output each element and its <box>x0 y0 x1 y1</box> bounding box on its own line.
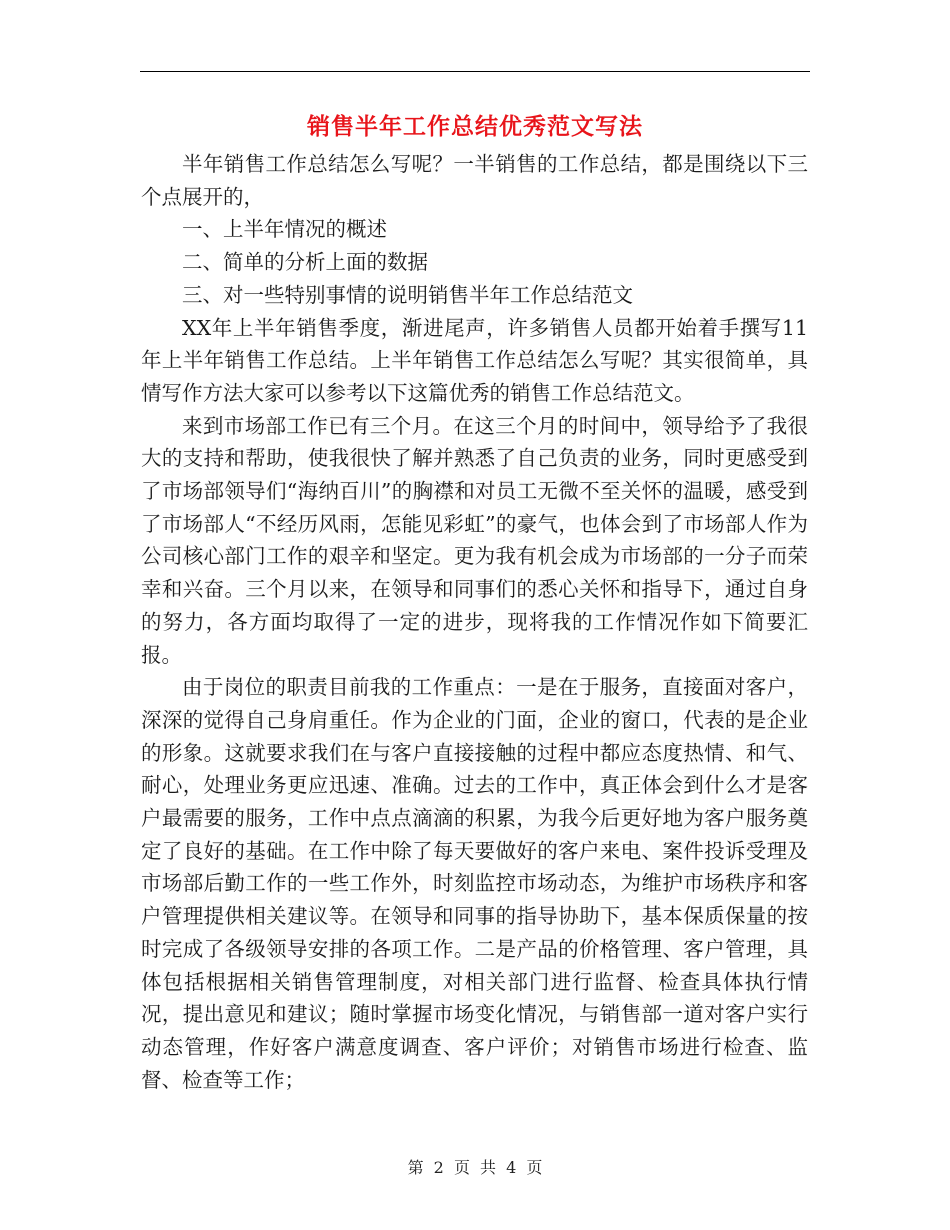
paragraph-experience: 来到市场部工作已有三个月。在这三个月的时间中，领导给予了我很大的支持和帮助，使我很快了解并熟悉了自己负责的业务，同时更感受到了市场部领导们“海纳百川”的胸襟和对员工无微不至关怀的温暖，感受到了市场部人“不经历风雨，怎能见彩虹”的豪气，也体会到了市场部人作为公司核心部门工作的艰辛和坚定。更为我有机会成为市场部的一分子而荣幸和兴奋。三个月以来，在领导和同事们的悉心关怀和指导下，通过自身的努力，各方面均取得了一定的进步，现将我的工作情况作如下简要汇报。 <box>141 413 808 667</box>
paragraph-intro: 半年销售工作总结怎么写呢？一半销售的工作总结，都是围绕以下三个点展开的， <box>141 152 808 209</box>
paragraph-work-focus: 由于岗位的职责目前我的工作重点：一是在于服务，直接面对客户，深深的觉得自己身肩重任。作为企业的门面，企业的窗口，代表的是企业的形象。这就要求我们在与客户直接接触的过程中都应态度热情、和气、耐心，处理业务更应迅速、准确。过去的工作中，真正体会到什么才是客户最需要的服务，工作中点点滴滴的积累，为我今后更好地为客户服务奠定了良好的基础。在工作中除了每天要做好的客户来电、案件投诉受理及市场部后勤工作的一些工作外，时刻监控市场动态，为维护市场秩序和客户管理提供相关建议等。在领导和同事的指导协助下，基本保质保量的按时完成了各级领导安排的各项工作。二是产品的价格管理、客户管理，具体包括根据相关销售管理制度，对相关部门进行监督、检查具体执行情况，提出意见和建议；随时掌握市场变化情况，与销售部一道对客户实行动态管理，作好客户满意度调查、客户评价；对销售市场进行检查、监督、检查等工作； <box>141 675 808 1092</box>
document-title: 销售半年工作总结优秀范文写法 <box>307 113 643 140</box>
paragraph-background: XX年上半年销售季度，渐进尾声，许多销售人员都开始着手撰写11年上半年销售工作总结。上半年销售工作总结怎么写呢？其实很简单，具情写作方法大家可以参考以下这篇优秀的销售工作总结范文。 <box>141 315 808 405</box>
paragraph-point-3: 三、对一些特别事情的说明销售半年工作总结范文 <box>182 282 633 307</box>
paragraph-point-1: 一、上半年情况的概述 <box>182 217 387 242</box>
header-rule <box>140 71 810 72</box>
paragraph-point-2: 二、简单的分析上面的数据 <box>182 250 428 275</box>
document-body <box>141 148 808 1096</box>
page-number: 第 2 页 共 4 页 <box>407 1158 543 1177</box>
